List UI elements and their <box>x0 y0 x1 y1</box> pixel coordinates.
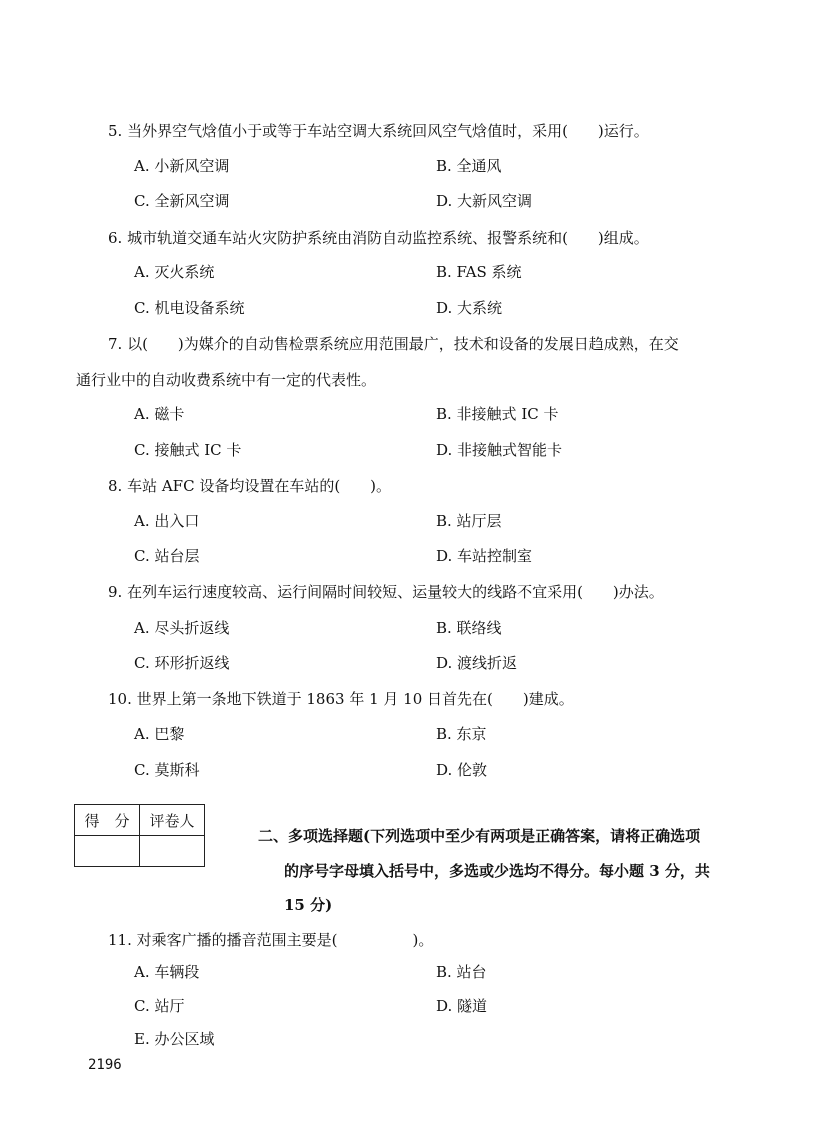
score-header: 得 分 <box>75 805 140 836</box>
q5-option-b: B. 全通风 <box>436 157 502 175</box>
score-cell[interactable] <box>75 836 140 867</box>
q11-option-b: B. 站台 <box>436 963 487 981</box>
score-table <box>74 804 205 867</box>
q7-option-b: B. 非接触式 IC 卡 <box>436 405 559 423</box>
q7-option-d: D. 非接触式智能卡 <box>436 441 563 459</box>
q8-option-d: D. 车站控制室 <box>436 547 533 565</box>
question-8-stem: 8. 车站 AFC 设备均设置在车站的( )。 <box>108 477 392 495</box>
q10-option-b: B. 东京 <box>436 725 487 743</box>
question-5-stem: 5. 当外界空气焓值小于或等于车站空调大系统回风空气焓值时，采用( )运行。 <box>108 122 649 140</box>
q6-option-b: B. FAS 系统 <box>436 263 522 281</box>
q5-option-a: A. 小新风空调 <box>134 157 230 175</box>
section-2-heading-line3: 15 分) <box>284 896 333 914</box>
section-2-heading-line1: 二、多项选择题(下列选项中至少有两项是正确答案，请将正确选项 <box>258 827 701 845</box>
q8-option-a: A. 出入口 <box>134 512 200 530</box>
q11-option-a: A. 车辆段 <box>134 963 200 981</box>
q10-option-d: D. 伦敦 <box>436 761 488 779</box>
q8-option-c: C. 站台层 <box>134 547 200 565</box>
q6-option-d: D. 大系统 <box>436 299 503 317</box>
q6-option-c: C. 机电设备系统 <box>134 299 245 317</box>
section-2-heading-line2: 的序号字母填入括号中，多选或少选均不得分。每小题 3 分，共 <box>284 862 710 880</box>
q9-option-b: B. 联络线 <box>436 619 502 637</box>
page-number: 2196 <box>88 1057 122 1073</box>
q10-option-c: C. 莫斯科 <box>134 761 200 779</box>
question-7-stem: 7. 以( )为媒介的自动售检票系统应用范围最广，技术和设备的发展日趋成熟，在交 <box>108 335 679 353</box>
q11-option-d: D. 隧道 <box>436 997 488 1015</box>
q6-option-a: A. 灭火系统 <box>134 263 215 281</box>
q8-option-b: B. 站厅层 <box>436 512 502 530</box>
q9-option-a: A. 尽头折返线 <box>134 619 230 637</box>
q9-option-d: D. 渡线折返 <box>436 654 518 672</box>
question-6-stem: 6. 城市轨道交通车站火灾防护系统由消防自动监控系统、报警系统和( )组成。 <box>108 229 649 247</box>
q7-option-a: A. 磁卡 <box>134 405 185 423</box>
q5-option-c: C. 全新风空调 <box>134 192 230 210</box>
question-7-stem-cont: 通行业中的自动收费系统中有一定的代表性。 <box>76 371 377 389</box>
q7-option-c: C. 接触式 IC 卡 <box>134 441 242 459</box>
grader-header: 评卷人 <box>140 805 205 836</box>
q11-option-c: C. 站厅 <box>134 997 185 1015</box>
q5-option-d: D. 大新风空调 <box>436 192 533 210</box>
q9-option-c: C. 环形折返线 <box>134 654 230 672</box>
question-10-stem: 10. 世界上第一条地下铁道于 1863 年 1 月 10 日首先在( )建成。 <box>108 690 574 708</box>
q10-option-a: A. 巴黎 <box>134 725 185 743</box>
question-11-stem: 11. 对乘客广播的播音范围主要是( )。 <box>108 931 434 949</box>
q11-option-e: E. 办公区域 <box>134 1030 215 1048</box>
question-9-stem: 9. 在列车运行速度较高、运行间隔时间较短、运量较大的线路不宜采用( )办法。 <box>108 583 664 601</box>
grader-cell[interactable] <box>140 836 205 867</box>
